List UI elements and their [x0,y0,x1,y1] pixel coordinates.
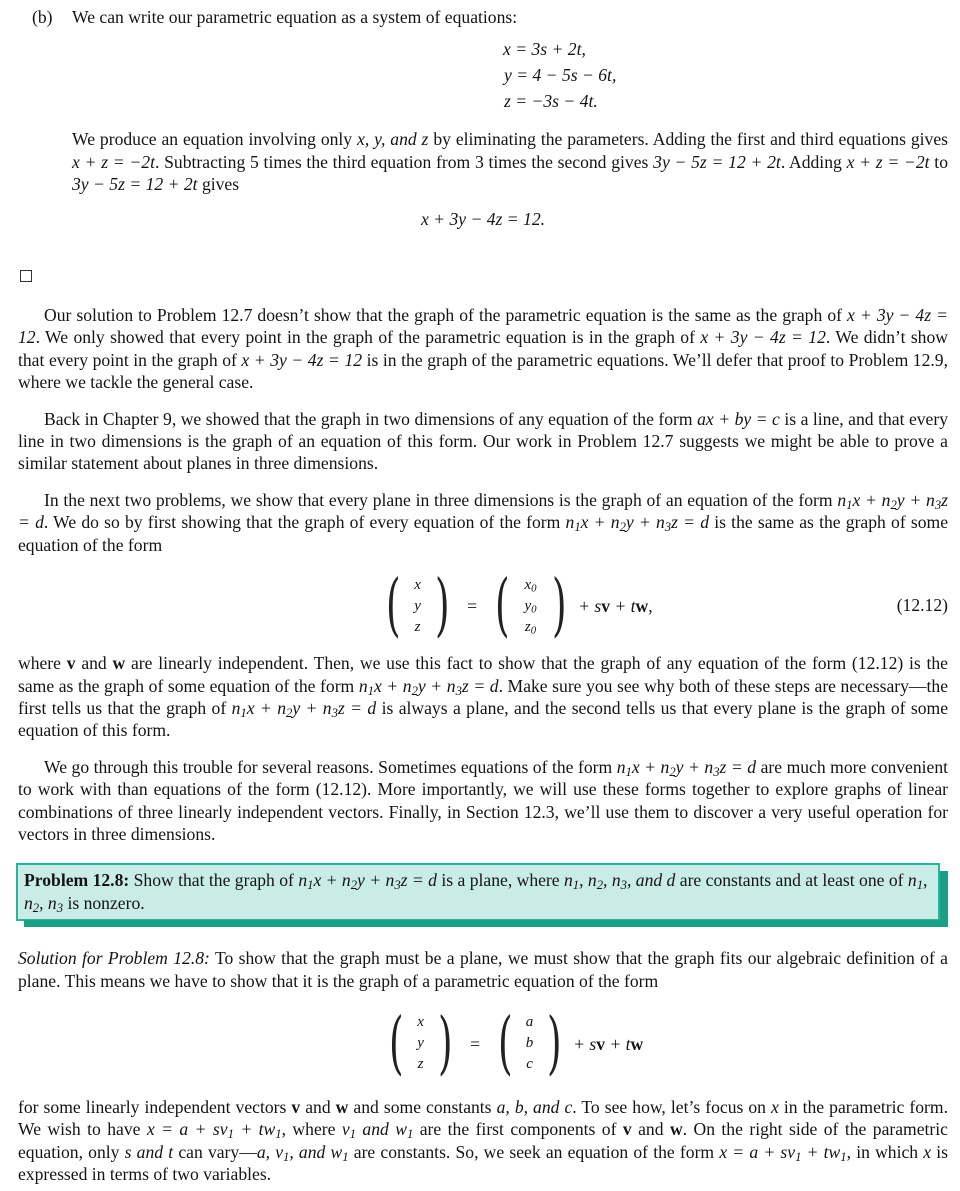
system-eq-x: x = 3s + 2t, [503,39,586,60]
system-eq-y: y = 4 − 5s − 6t, [504,65,617,86]
plane-equation: $n_1x + n_2y + n_3z = d$ [18,489,949,533]
math: x + z = −2t [846,151,930,172]
vector-entry: c [526,1056,533,1073]
problem-12-8-box [16,863,940,921]
elimination-paragraph [72,128,948,195]
vector-entry: x [417,1014,424,1031]
vector-entry: $z_0$ [524,618,537,637]
text: is in the graph of the parametric equations. We’ll defer that proof to Problem 12.9, where we tackle the general case. [18,349,948,393]
math: 3y − 5z = 12 + 2t [72,174,198,195]
text: In the next two problems, we show that every plane in three dimensions is the graph of an equation of the form [44,489,838,510]
vector-w: w [669,1119,683,1140]
text: is expressed in terms of two variables. [18,1141,949,1185]
solution-paragraph [18,947,948,992]
text: . Make sure you see why both of these steps are necessary—the first tells us that the graph of [18,675,949,718]
equation-number: (12.12) [896,595,948,616]
text: in the parametric form. We wish to have [18,1096,948,1140]
text: is nonzero. [63,892,145,913]
math: $x = a + sv_1 + tw_1$ [719,1141,847,1164]
text: To show that the graph must be a plane, we must show that the graph fits our algebraic definition of a plane. This means we have to show that it is the graph of a parametric equation of the form [18,948,948,991]
equation-12-12-body [380,566,653,646]
vector-entry: a [525,1014,534,1031]
equals-sign: = [470,1033,480,1054]
paragraph-focus-on-x [18,1096,948,1186]
math: x + 3y − 4z = 12 [700,327,826,348]
math: x + 3y − 4z = 12 [18,305,948,348]
left-paren: ( [497,1003,513,1083]
math: $n_1$, $n_2$, $n_3$ [24,870,928,915]
vector-w: w [112,653,126,674]
math: a, b, and c [496,1096,573,1117]
text: is always a plane, and the second tells us that every plane is the graph of some equation of this form. [18,697,949,741]
right-paren: ) [434,566,450,646]
text: are much more convenient to work with than equations of the form (12.12). More importantly, we will use these forms together to explore graphs of linear combinations of three linearly independent vectors. Finally, in Section 12.3, we’ll use them to discover a very useful operation for vectors in three dimensions. [18,756,949,844]
text: . We only showed that every point in the graph of the parametric equation is in the graph of [35,327,701,348]
text: is the same as the graph of some equation of the form [18,512,949,555]
part-b [18,6,948,230]
text: Show that the graph of [129,870,299,891]
vector-w: w [335,1096,349,1117]
vector-entry: y [417,1035,424,1052]
vector-abc [492,1003,567,1083]
solution-label: Solution for Problem 12.8: [18,948,210,969]
math: ax + by = c [697,408,780,429]
paragraph-problem-12-7-note [18,304,948,394]
result-equation: x + 3y − 4z = 12. [420,208,546,229]
vector-v: v [66,653,76,674]
math: x + z = −2t [72,151,155,172]
textbook-page [18,6,948,1186]
text: can vary— [173,1141,257,1162]
vector-x0y0z0 [489,566,572,646]
vector-entry: $x_0$ [524,576,537,595]
text: and [631,1119,670,1140]
left-paren: ( [494,566,510,646]
text: Back in Chapter 9, we showed that the graph in two dimensions of any equation of the form [44,408,698,429]
vector-v: v [291,1096,301,1117]
parametric-equation-body [383,1003,644,1083]
vector-entry: z [414,618,421,635]
problem-statement [24,869,930,914]
paragraph-next-two-problems [18,489,948,556]
plane-equation: $n_1x + n_2y + n_3z = d$ [565,512,710,535]
math: x [923,1141,932,1162]
text: are constants and at least one of [675,870,908,891]
vector-entry: z [417,1056,424,1073]
math: $v_1$ and $w_1$ [341,1119,414,1142]
text: is a plane, where [436,870,564,891]
vector-xyz [383,1003,458,1083]
vector-entry: y [414,597,421,614]
text: . On the right side of the parametric equation, only [18,1119,948,1162]
text: . Subtracting 5 times the third equation from 3 times the second gives [154,151,654,172]
left-paren: ( [385,566,401,646]
plane-equation: $n_1x + n_2y + n_3z = d$ [358,675,499,698]
equation-tail: + sv + tw, [578,595,653,616]
plane-equation: $n_1x + n_2y + n_3z = d$ [616,756,757,779]
vector-entry: $y_0$ [524,597,537,616]
plane-equation: $n_1x + n_2y + n_3z = d$ [298,870,437,893]
right-paren: ) [546,1003,562,1083]
system-eq-z: z = −3s − 4t. [504,91,598,112]
part-b-intro: We can write our parametric equation as a system of equations: [72,7,518,27]
text: for some linearly independent vectors [18,1096,292,1117]
text: where [18,653,67,674]
text: and [300,1096,336,1117]
text: Our solution to Problem 12.7 doesn’t show that the graph of the parametric equation is the same as the graph of [44,305,848,326]
text: We go through this trouble for several reasons. Sometimes equations of the form [44,756,617,777]
paragraph-linearly-independent [18,652,948,742]
math: a, $v_1$, and $w_1$ [256,1141,349,1164]
math: 3y − 5z = 12 + 2t [653,151,781,172]
text: We produce an equation involving only [72,129,358,150]
left-paren: ( [388,1003,404,1083]
text: . We do so by first showing that the graph of every equation of the form [43,512,566,533]
math: x, y, and z [357,129,429,150]
math: x [771,1096,779,1117]
paragraph-several-reasons [18,756,948,846]
equation-12-12 [18,566,948,646]
math: x + 3y − 4z = 12 [241,349,363,370]
equation-tail: + sv + tw [573,1033,644,1054]
part-b-label: (b) [32,7,53,27]
math: $n_1$, $n_2$, $n_3$, and d [564,870,676,893]
text: and some constants [348,1096,497,1117]
math: s and t [124,1141,174,1162]
equation-system [72,36,948,114]
vector-v: v [622,1119,632,1140]
parametric-equation-abc [18,1003,948,1083]
text: . We didn’t show that every point in the graph of [18,327,948,370]
text: are linearly independent. Then, we use this fact to show that the graph of any equation of the form (12.12) is the same as the graph of some equation of the form [18,653,948,696]
vector-entry: b [525,1035,534,1052]
text: is a line, and that every line in two dimensions is the graph of an equation of this form. Our work in Problem 12.7 suggests we might be able to prove a similar statement about planes in three dimensions. [18,408,949,474]
text: are constants. So, we seek an equation of the form [348,1141,720,1162]
qed-box-icon [20,270,32,282]
text: , where [281,1119,342,1140]
text: and [75,653,113,674]
text: to [929,151,948,172]
equals-sign: = [467,595,477,616]
text: are the first components of [413,1119,623,1140]
text: by eliminating the parameters. Adding the first and third equations gives [428,129,948,150]
plane-equation: $n_1x + n_2y + n_3z = d$ [231,697,377,721]
vector-entry: x [414,576,421,593]
text: gives [197,174,240,195]
right-paren: ) [551,566,567,646]
math: $x = a + sv_1 + tw_1$ [146,1119,282,1142]
problem-label: Problem 12.8: [24,870,130,891]
right-paren: ) [437,1003,453,1083]
text: . To see how, let’s focus on [572,1096,772,1117]
vector-xyz [380,566,455,646]
paragraph-chapter-9 [18,408,948,475]
text: . Adding [780,151,847,172]
text: , in which [846,1141,924,1162]
